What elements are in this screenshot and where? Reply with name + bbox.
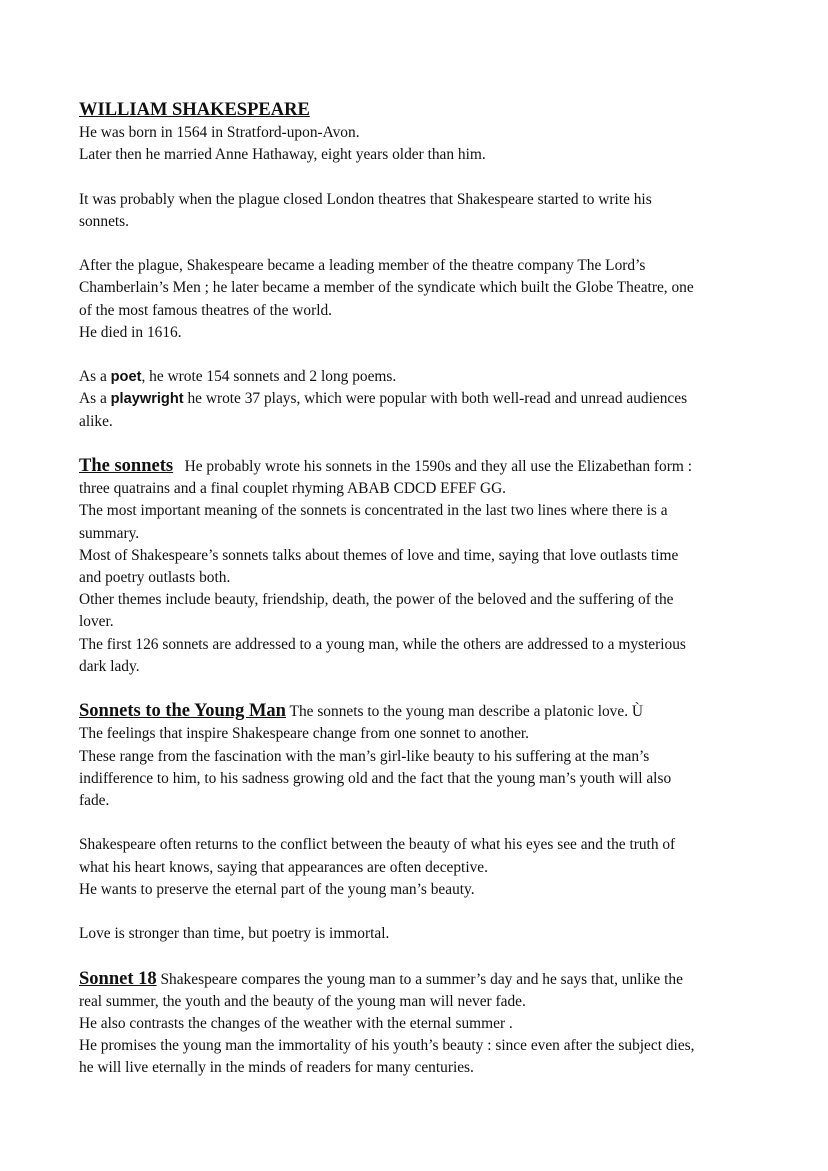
young-man-line-8: He wants to preserve the eternal part of the young man’s beauty.	[79, 880, 475, 898]
sonnets-line-10: dark lady.	[79, 657, 140, 675]
page-title: WILLIAM SHAKESPEARE	[79, 100, 310, 120]
sonnet18-line-2: real summer, the youth and the beauty of the young man will never fade.	[79, 992, 526, 1010]
sonnets-line-6: and poetry outlasts both.	[79, 569, 231, 586]
paragraph-gap	[79, 344, 751, 366]
young-man-line-5: fade.	[79, 792, 110, 810]
sonnet18-line-1-text: Shakespeare compares the young man to a summer’s day and he says that, unlike the	[156, 970, 683, 988]
intro-line-2: Later then he married Anne Hathaway, eight years older than him.	[79, 146, 486, 164]
sonnets-line-7: Other themes include beauty, friendship, death, the power of the beloved and the suffering of the	[79, 591, 674, 609]
sonnets-line-9: The first 126 sonnets are addressed to a young man, while the others are addressed to a mysterious	[79, 635, 686, 653]
works-poet-keyword: poet	[110, 369, 142, 386]
sonnets-line-5: Most of Shakespeare’s sonnets talks about themes of love and time, saying that love outlasts time	[79, 546, 679, 564]
career-line-2: Chamberlain’s Men ; he later became a member of the syndicate which built the Globe Theatre, one	[79, 279, 694, 297]
young-man-line-1	[79, 700, 751, 723]
young-man-line-7: what his heart knows, saying that appearances are often deceptive.	[79, 858, 488, 876]
sonnet18-line-5: he will live eternally in the minds of readers for many centuries.	[79, 1059, 474, 1077]
works-play-keyword: playwright	[110, 391, 184, 408]
young-man-line-6: Shakespeare often returns to the conflict between the beauty of what his eyes see and the truth of	[79, 836, 676, 854]
sonnets-line-2: three quatrains and a final couplet rhyming ABAB CDCD EFEF GG.	[79, 480, 507, 498]
paragraph-gap	[79, 678, 751, 700]
career-line-4: He died in 1616.	[79, 323, 182, 341]
works-playwright-line	[79, 388, 751, 410]
young-man-line-1-text: The sonnets to the young man describe a platonic love. Ù	[285, 703, 644, 721]
sonnets-line-1	[79, 455, 751, 478]
sonnets-line-4: summary.	[79, 524, 140, 542]
plague-line-1: It was probably when the plague closed London theatres that Shakespeare started to write his	[79, 190, 652, 208]
paragraph-gap	[79, 166, 751, 188]
document-page	[79, 98, 751, 1080]
works-poet-line	[79, 366, 751, 388]
sonnet18-line-3: He also contrasts the changes of the weather with the eternal summer .	[79, 1015, 513, 1032]
sonnet18-heading: Sonnet 18	[79, 968, 157, 989]
paragraph-gap	[79, 812, 751, 834]
works-play-prefix: As a	[79, 390, 111, 408]
sonnets-line-1-text: He probably wrote his sonnets in the 1590s and they all use the Elizabethan form :	[184, 457, 692, 475]
works-poet-rest: , he wrote 154 sonnets and 2 long poems.	[141, 368, 397, 386]
career-line-1: After the plague, Shakespeare became a leading member of the theatre company The Lord’s	[79, 257, 646, 275]
young-man-line-4: indifference to him, to his sadness growing old and the fact that the young man’s youth will also	[79, 769, 672, 787]
sonnets-heading: The sonnets	[79, 455, 174, 476]
young-man-line-9: Love is stronger than time, but poetry is immortal.	[79, 925, 390, 943]
plague-line-2: sonnets.	[79, 212, 130, 230]
paragraph-gap	[79, 901, 751, 923]
young-man-line-2: The feelings that inspire Shakespeare change from one sonnet to another.	[79, 725, 530, 743]
sonnet18-line-4: He promises the young man the immortality of his youth’s beauty : since even after the subject dies,	[79, 1037, 695, 1055]
paragraph-gap	[79, 233, 751, 255]
sonnet18-line-1	[79, 968, 751, 991]
works-play-line-2: alike.	[79, 412, 113, 430]
works-poet-prefix: As a	[79, 368, 111, 386]
paragraph-gap	[79, 945, 751, 967]
sonnets-line-3: The most important meaning of the sonnets is concentrated in the last two lines where there is a	[79, 502, 668, 520]
works-play-rest: he wrote 37 plays, which were popular with both well-read and unread audiences	[183, 390, 688, 408]
intro-line-1: He was born in 1564 in Stratford-upon-Avon.	[79, 124, 360, 141]
career-line-3: of the most famous theatres of the world.	[79, 301, 333, 319]
young-man-heading: Sonnets to the Young Man	[79, 701, 286, 722]
sonnets-line-8: lover.	[79, 613, 114, 631]
paragraph-gap	[79, 433, 751, 455]
young-man-line-3: These range from the fascination with the man’s girl-like beauty to his suffering at the man’s	[79, 747, 650, 765]
